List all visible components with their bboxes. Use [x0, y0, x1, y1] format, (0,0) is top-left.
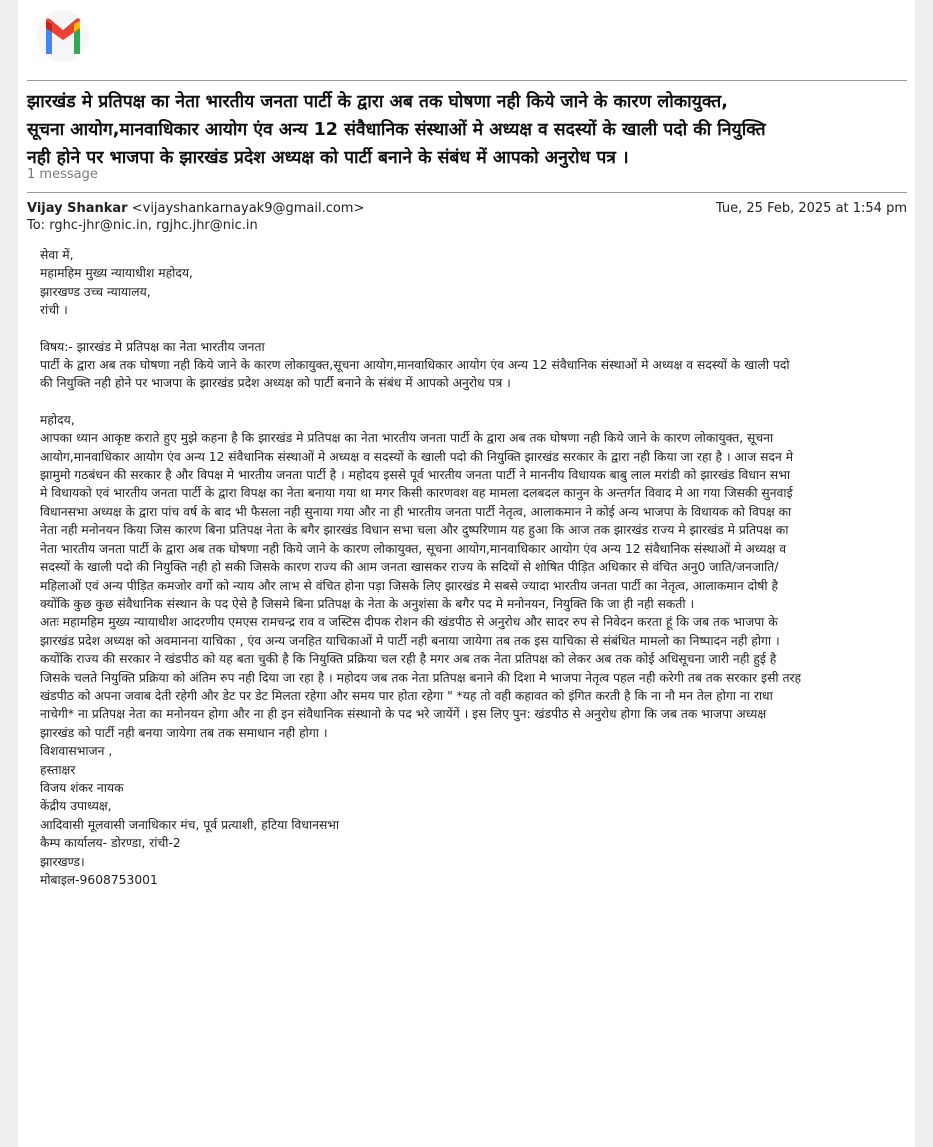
phone-number: मोबाइल-9608753001: [40, 873, 158, 887]
signature-block: [40, 742, 888, 889]
sender-email: <vijayshankarnayak9@gmail.com>: [131, 201, 365, 216]
body-line: अतः महामहिम मुख्य न्यायाधीश आदरणीय एमएस रामचन्द्र राव व जस्टिस दीपक रोशन की खंडपीठ से अनुरोध और सादर रुप से निवेदन करता हूं कि जब तक भाजपा के: [40, 615, 778, 630]
gmail-logo-icon: [28, 6, 98, 64]
subject-line: नही होने पर भाजपा के झारखंड प्रदेश अध्यक्ष को पार्टी बनाने के संबंध में आपको अनुरोध पत्र ।: [27, 148, 629, 168]
signature-line: झारखण्ड।: [40, 854, 85, 869]
body-subject-line: विषय:- झारखंड मे प्रतिपक्ष का नेता भारतीय जनता: [40, 339, 265, 354]
body-line: मे विधायको एवं भारतीय जनता पार्टी के द्वारा विपक्ष का नेता बनाया गया था मगर किसी कारणवश वह मामला दलबदल कानुन के अन्तर्गत विवाद मे आ गया जिसकी सुनवाई: [40, 486, 793, 501]
signature-line: हस्ताक्षर: [40, 762, 76, 777]
body-line: महोदय,: [40, 412, 75, 427]
signature-line: विशवासभाजन ,: [40, 744, 113, 759]
body-line: खंडपीठ को अपना जवाब देती रहेगी और डेट पर डेट मिलता रहेगा और समय पार होता रहेगा " *यह तो वही कहावत को इंगित करती है कि ना नौ मन तेल होगा ना राधा: [40, 688, 773, 703]
email-subject: [27, 88, 902, 172]
email-print-page: [18, 0, 915, 1147]
subject-line: झारखंड मे प्रतिपक्ष का नेता भारतीय जनता पार्टी के द्वारा अब तक घोषणा नही किये जाने के कारण लोकायुक्त,: [27, 92, 728, 112]
body-subject-block: [40, 338, 888, 393]
body-subject-line: की नियुक्ति नही होने पर भाजपा के झारखंड प्रदेश अध्यक्ष को पार्टी बनाने के संबंध में आपको अनुरोध पत्र ।: [40, 376, 511, 391]
signature-line: आदिवासी मूलवासी जनाधिकार मंच, पूर्व प्रत्याशी, हटिया विधानसभा: [40, 817, 340, 832]
address-line: सेवा में,: [40, 248, 74, 262]
sent-date: Tue, 25 Feb, 2025 at 1:54 pm: [715, 201, 907, 216]
signature-line: केंद्रीय उपाध्यक्ष,: [40, 799, 112, 814]
signature-line: कैम्प कार्यालय- डोरण्डा, रांची-2: [40, 836, 181, 851]
main-paragraph: [40, 411, 888, 742]
sender-line: [27, 201, 364, 216]
recipients: To: rghc-jhr@nic.in, rgjhc.jhr@nic.in: [27, 218, 258, 233]
body-line: महिलाओं एवं अन्य पीड़ित कमजोर वर्गो को न्याय और लाभ से वंचित होना पड़ा जिसके लिए झारखंड मे सबसे ज्यादा भारतीय जनता पार्टी का नेतृत्व, आलाकमान दोषी है: [40, 578, 779, 593]
body-line: झामुमो गठबंधन की सरकार है और विपक्ष मे भारतीय जनता पार्टी है । महोदय इससे पूर्व भारतीय जनता पार्टी ने माननीय विधायक बाबु लाल मरांडी को झारखंड विधान सभा: [40, 468, 791, 483]
body-line: झारखंड को पार्टी नही बनया जायेगा तब तक समाधान नही होगा ।: [40, 725, 328, 740]
address-line: रांची ।: [40, 303, 68, 318]
body-line: विधानसभा अध्यक्ष के द्वारा पांच वर्ष के बाद भी फैसला नही सुनाया गया और ना ही भारतीय जनता पार्टी नेतृत्व, आलाकमान ने कोई अन्य भाजपा के विधायक को विपक्ष का: [40, 504, 792, 519]
sender-name: Vijay Shankar: [27, 201, 128, 216]
body-line: जिसके चलते नियुक्ति प्रक्रिया को अंतिम रुप नही दिया जा रहा है । महोदय जब तक नेता प्रतिपक्ष बनाने की दिशा मे भाजपा नेतृत्व पहल नही करेगी तब तक सरकार इसी तरह: [40, 670, 802, 685]
subject-line: सूचना आयोग,मानवाधिकार आयोग एंव अन्य 12 संवैधानिक संस्थाओं मे अध्यक्ष व सदस्यों के खाली पदो की नियुक्ति: [27, 120, 766, 140]
body-line: नेता भारतीय जनता पार्टी के द्वारा अब तक घोषणा नही किये जाने के कारण लोकायुक्त, सूचना आयोग,मानवाधिकार आयोग एंव अन्य 12 संवैधानिक संस्थाओं मे अध्यक्ष व: [40, 541, 787, 556]
address-line: झारखण्ड उच्च न्यायालय,: [40, 284, 151, 299]
message-count: 1 message: [27, 167, 98, 182]
body-line: आपका ध्यान आकृष्ट कराते हुए मुझे कहना है कि झारखंड मे प्रतिपक्ष का नेता भारतीय जनता पार्टी के द्वारा अब तक घोषणा नही किये जाने के कारण लोकायुक्त, सूचना: [40, 431, 774, 446]
address-line: महामहिम मुख्य न्यायाधीश महोदय,: [40, 266, 193, 281]
body-subject-line: पार्टी के द्वारा अब तक घोषणा नही किये जाने के कारण लोकायुक्त,सूचना आयोग,मानवाधिकार आयोग एंव अन्य 12 संवैधानिक संस्थाओं मे अध्यक्ष व सदस्यों के खाली पदो: [40, 358, 790, 373]
body-line: क्योंकि कुछ कुछ संवैधानिक संस्थान के पद ऐसे है जिसमे बिना प्रतिपक्ष के नेता के अनुशंसा के बगैर पद मे मनोनयन, नियुक्ति कि जा ही नही सकती ।: [40, 596, 695, 611]
body-line: नाचेगी* ना प्रतिपक्ष नेता का मनोनयन होगा और ना ही इन संवैधानिक संस्थानो के पद भरे जायेंगें । इस लिए पुन: खंडपीठ से अनुरोध होगा कि जब तक भाजपा अध्यक्ष: [40, 707, 767, 722]
body-line: आयोग,मानवाधिकार आयोग एंव अन्य 12 संवैधानिक संस्थाओं मे अध्यक्ष व सदस्यों के खाली पदो की नियुक्ति झारखंड सरकार के द्वारा नही किया जा रहा है । आज सदन मे: [40, 449, 794, 464]
body-line: कयोंकि राज्य की सरकार ने खंडपीठ को यह बता चुकी है कि नियुक्ति प्रक्रिया चल रही है मगर अब तक नेता प्रतिपक्ष को लेकर अब तक कोई अधिसूचना जारी नही हुई है: [40, 652, 777, 667]
body-line: झारखंड प्रदेश अध्यक्ष को अवमानना याचिका , एंव अन्य जनहित याचिकाओं मे पार्टी नही बनाया जायेगा तब तक इस याचिका से संबंधित मामलो का निष्पादन नही होगा ।: [40, 633, 780, 648]
signature-line: विजय शंकर नायक: [40, 780, 124, 795]
email-body: [40, 246, 888, 889]
header-divider: [27, 80, 907, 81]
body-line: नेता नही मनोनयन किया जिस कारण बिना प्रतिपक्ष नेता के बगैर झारखंड विधान सभा चला और दुष्परिणाम यह हुआ कि आज तक झारखंड राज्य मे झारखंड मे प्रतिपक्ष का: [40, 523, 789, 538]
subject-divider: [27, 192, 907, 193]
body-line: सदस्यों के खाली पदो की नियुक्ति नही हो सकी जिसके कारण राज्य की आम जनता खासकर राज्य के सदियों से शोषित पीड़ित अधिकार से वंचित अनु0 जाति/जनजाति/: [40, 560, 779, 575]
address-block: [40, 246, 888, 320]
